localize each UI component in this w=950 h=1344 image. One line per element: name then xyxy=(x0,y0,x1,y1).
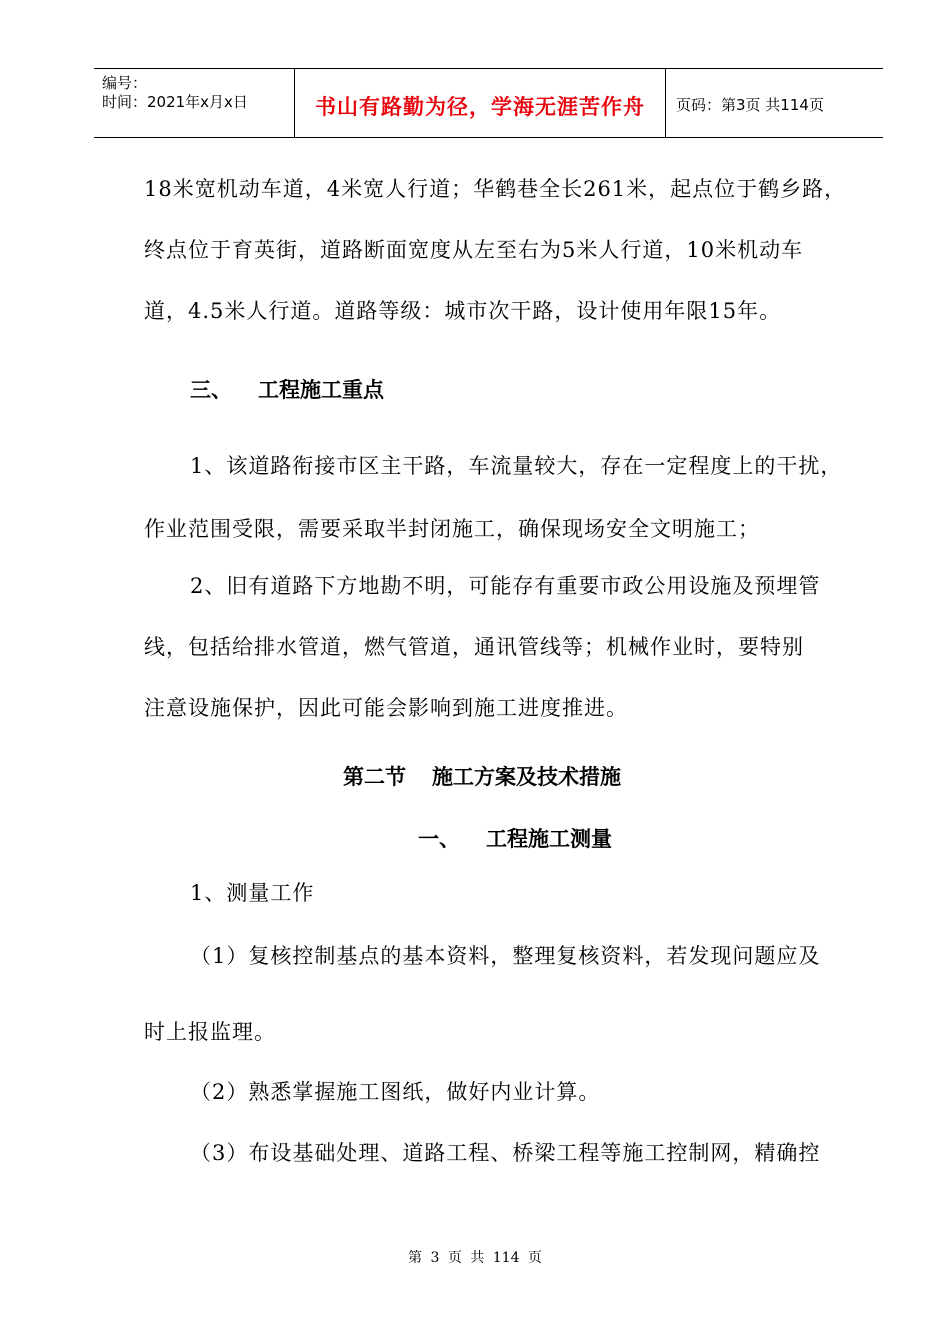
subsection-title: 工程施工测量 xyxy=(486,827,612,851)
body-line: 道，4.5米人行道。道路等级：城市次干路，设计使用年限15年。 xyxy=(144,299,782,323)
paragraph-2-line: 注意设施保护，因此可能会影响到施工进度推进。 xyxy=(144,696,628,720)
header-page-cell xyxy=(666,69,883,137)
section-number: 第二节 xyxy=(343,765,406,789)
body-line: 终点位于育英街，道路断面宽度从左至右为5米人行道，10米机动车 xyxy=(144,238,804,262)
paragraph-1-line: 作业范围受限，需要采取半封闭施工，确保现场安全文明施工； xyxy=(144,517,760,541)
page-footer: 第 3 页 共 114 页 xyxy=(408,1250,542,1266)
subsection-number: 一、 xyxy=(418,827,460,851)
section-heading xyxy=(343,761,621,791)
paragraph-2-line: 2、旧有道路下方地勘不明，可能存有重要市政公用设施及预埋管 xyxy=(190,574,821,598)
step-1-line: 时上报监理。 xyxy=(144,1020,276,1044)
step-2-line: （2）熟悉掌握施工图纸，做好内业计算。 xyxy=(190,1080,601,1104)
number-label: 编号： xyxy=(102,74,148,92)
paragraph-2-line: 线，包括给排水管道，燃气管道，通讯管线等；机械作业时，要特别 xyxy=(144,635,804,659)
heading-3-text: 工程施工重点 xyxy=(258,378,384,402)
step-1-line: （1）复核控制基点的基本资料，整理复核资料，若发现问题应及 xyxy=(190,944,821,968)
subsection-heading xyxy=(418,823,612,853)
heading-3 xyxy=(190,374,384,404)
motto-text: 书山有路勤为径，学海无涯苦作舟 xyxy=(315,95,645,119)
step-3-line: （3）布设基础处理、道路工程、桥梁工程等施工控制网，精确控 xyxy=(190,1141,821,1165)
section-title: 施工方案及技术措施 xyxy=(432,765,621,789)
header-info-cell xyxy=(94,69,295,137)
body-line: 18米宽机动车道，4米宽人行道；华鹤巷全长261米，起点位于鹤乡路， xyxy=(144,177,847,201)
header-motto-cell xyxy=(295,69,666,137)
heading-3-number: 三、 xyxy=(190,378,232,402)
item-heading: 1、测量工作 xyxy=(190,881,315,905)
time-label: 时间：2021年x月x日 xyxy=(102,93,248,111)
page-header xyxy=(94,68,883,138)
page-label: 页码：第3页 共114页 xyxy=(676,96,824,114)
paragraph-1-line: 1、该道路衔接市区主干路，车流量较大，存在一定程度上的干扰， xyxy=(190,454,843,478)
